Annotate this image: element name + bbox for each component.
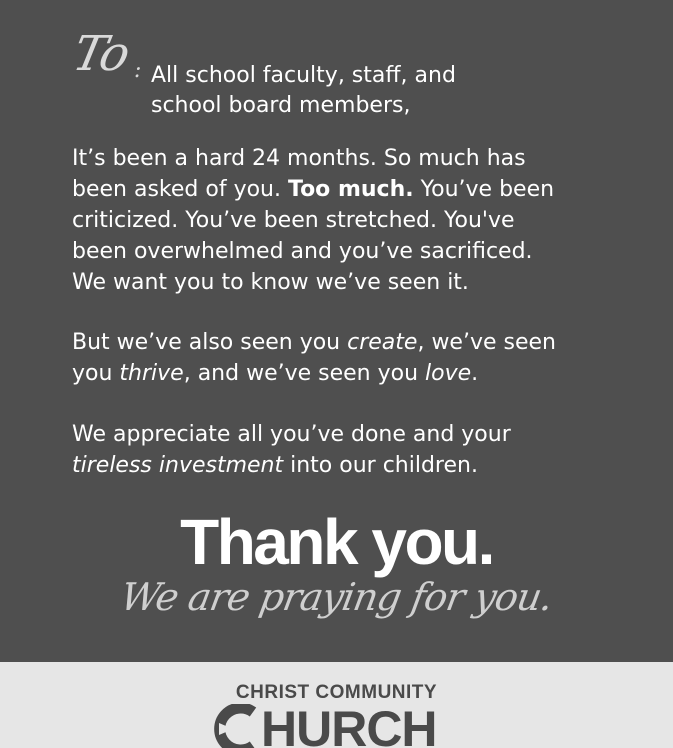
praying-script: We are praying for you. bbox=[117, 575, 556, 619]
p2-line-1-a: But we’ve also seen you bbox=[72, 330, 348, 355]
p1-line-2-b: You’ve been bbox=[413, 177, 555, 202]
p2-italic-create: create bbox=[347, 330, 418, 355]
p2-line-2-a: you bbox=[72, 361, 120, 386]
footer-brand bbox=[0, 662, 673, 748]
paragraph-hard-months bbox=[72, 143, 632, 298]
p3-italic-tireless: tireless investment bbox=[72, 453, 284, 478]
p2-italic-love: love bbox=[425, 361, 472, 386]
recipients bbox=[151, 61, 621, 121]
p1-bold-too-much: Too much. bbox=[287, 177, 414, 202]
p3-line-1: We appreciate all you’ve done and your bbox=[72, 422, 511, 447]
p3-line-2 bbox=[72, 450, 632, 481]
p2-line-1 bbox=[72, 327, 632, 358]
paragraph-seen-you bbox=[72, 327, 632, 389]
to-script-heading: To bbox=[68, 26, 134, 82]
brand-word-hurch: HURCH bbox=[261, 704, 437, 748]
p1-line-1: It’s been a hard 24 months. So much has bbox=[72, 146, 526, 171]
brand-name-bottom bbox=[213, 704, 437, 748]
p2-line-2-c: . bbox=[471, 361, 479, 386]
cross-c-icon bbox=[213, 704, 259, 748]
p2-italic-thrive: thrive bbox=[119, 361, 184, 386]
p1-line-2-a: been asked of you. bbox=[72, 177, 288, 202]
p2-line-2-b: , and we’ve seen you bbox=[183, 361, 426, 386]
recipients-line-1: All school faculty, staff, and bbox=[151, 63, 456, 88]
brand-name-top: CHRIST COMMUNITY bbox=[235, 682, 438, 703]
p2-line-1-b: , we’ve seen bbox=[417, 330, 556, 355]
p1-line-4: been overwhelmed and you’ve sacrificed. bbox=[72, 239, 533, 264]
p1-line-5: We want you to know we’ve seen it. bbox=[72, 270, 469, 295]
to-colon: : bbox=[134, 58, 142, 83]
p3-line-2-b: into our children. bbox=[283, 453, 478, 478]
p1-line-3: criticized. You’ve been stretched. You've bbox=[72, 208, 515, 233]
p2-line-2 bbox=[72, 358, 632, 389]
recipients-line-2: school board members, bbox=[151, 93, 411, 118]
paragraph-appreciate bbox=[72, 419, 632, 481]
thank-you-heading: Thank you. bbox=[180, 506, 493, 578]
p1-line-2 bbox=[72, 174, 632, 205]
